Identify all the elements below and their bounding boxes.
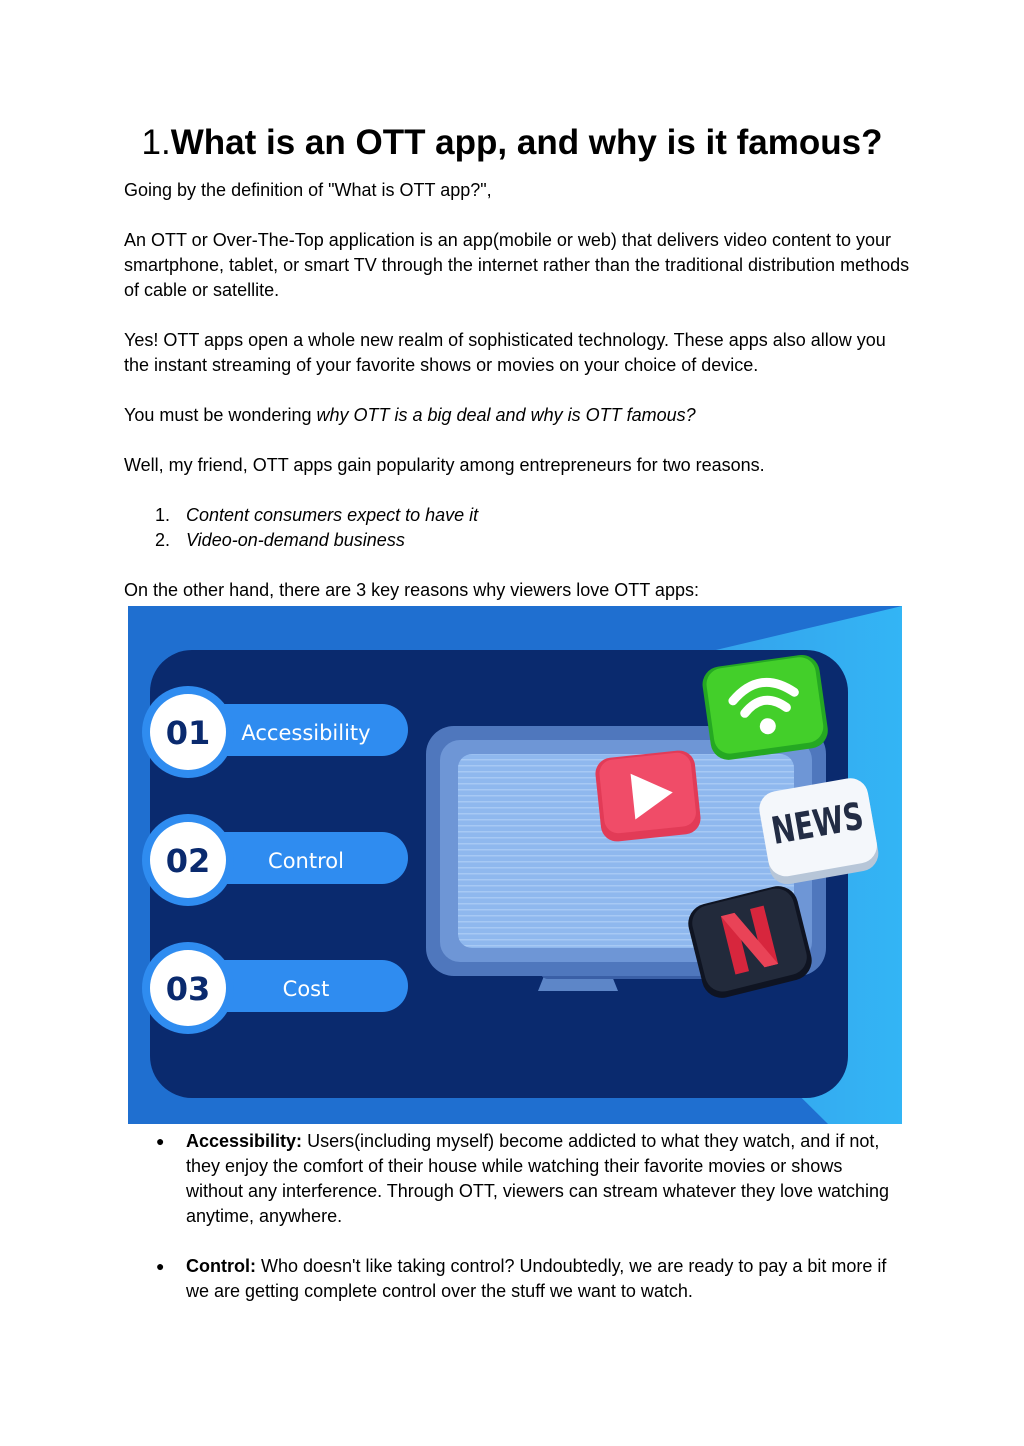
play-icon <box>594 749 702 843</box>
paragraph-key-reasons: On the other hand, there are 3 key reasons why viewers love OTT apps: <box>124 580 699 600</box>
infographic-svg <box>128 606 902 1124</box>
item-label: Cost <box>282 977 330 1001</box>
wifi-icon <box>700 653 830 763</box>
benefits-list <box>124 1129 894 1229</box>
item-label: Control <box>268 849 344 873</box>
wondering-plain: You must be wondering <box>124 405 317 425</box>
list-text: Content consumers expect to have it <box>186 505 479 525</box>
bullet-term: Control: <box>186 1256 256 1276</box>
paragraph-ott-description: An OTT or Over-The-Top application is an app(mobile or web) that delivers video content to your smartphone, tablet, or smart TV through the internet rather than the traditional distribution methods of cable or satellite. <box>124 230 910 300</box>
heading-number: 1. <box>141 123 171 162</box>
heading-text: What is an OTT app, and why is it famous? <box>170 123 883 162</box>
item-label: Accessibility <box>241 721 371 745</box>
paragraph-wondering <box>124 403 914 428</box>
list-item <box>124 1129 894 1229</box>
item-number: 02 <box>165 842 211 880</box>
bullet-text: Who doesn't like taking control? Undoubtedly, we are ready to pay a bit more if we are getting complete control over the stuff we want to watch. <box>186 1256 887 1301</box>
list-text: Video-on-demand business <box>186 530 405 550</box>
bullet-icon: ● <box>156 1258 165 1274</box>
bullet-icon: ● <box>156 1133 165 1149</box>
paragraph-streaming: Yes! OTT apps open a whole new realm of sophisticated technology. These apps also allow you the instant streaming of your favorite shows or movies on your choice of device. <box>124 330 886 375</box>
list-item <box>124 528 914 553</box>
bullet-term: Accessibility: <box>186 1131 303 1151</box>
list-item <box>124 1254 894 1304</box>
item-number: 01 <box>165 714 211 752</box>
paragraph-popularity: Well, my friend, OTT apps gain popularity among entrepreneurs for two reasons. <box>124 455 765 475</box>
benefits-list-2 <box>124 1254 894 1304</box>
reasons-list <box>124 503 914 553</box>
item-number: 03 <box>165 970 211 1008</box>
news-icon <box>757 775 882 887</box>
ott-infographic <box>128 606 902 1124</box>
page-title <box>0 118 1024 168</box>
list-item <box>124 503 914 528</box>
wondering-italic: why OTT is a big deal and why is OTT famous? <box>316 405 696 425</box>
paragraph-definition: Going by the definition of "What is OTT app?", <box>124 180 492 200</box>
bullet-text: Users(including myself) become addicted to what they watch, and if not, they enjoy the comfort of their house while watching their favorite movies or shows without any interference. Through OTT, viewers can stream whatever they love watching anytime, anywhere. <box>186 1131 890 1226</box>
news-badge-text: NEWS <box>768 793 867 854</box>
list-number: 2. <box>155 530 171 550</box>
list-number: 1. <box>155 505 171 525</box>
